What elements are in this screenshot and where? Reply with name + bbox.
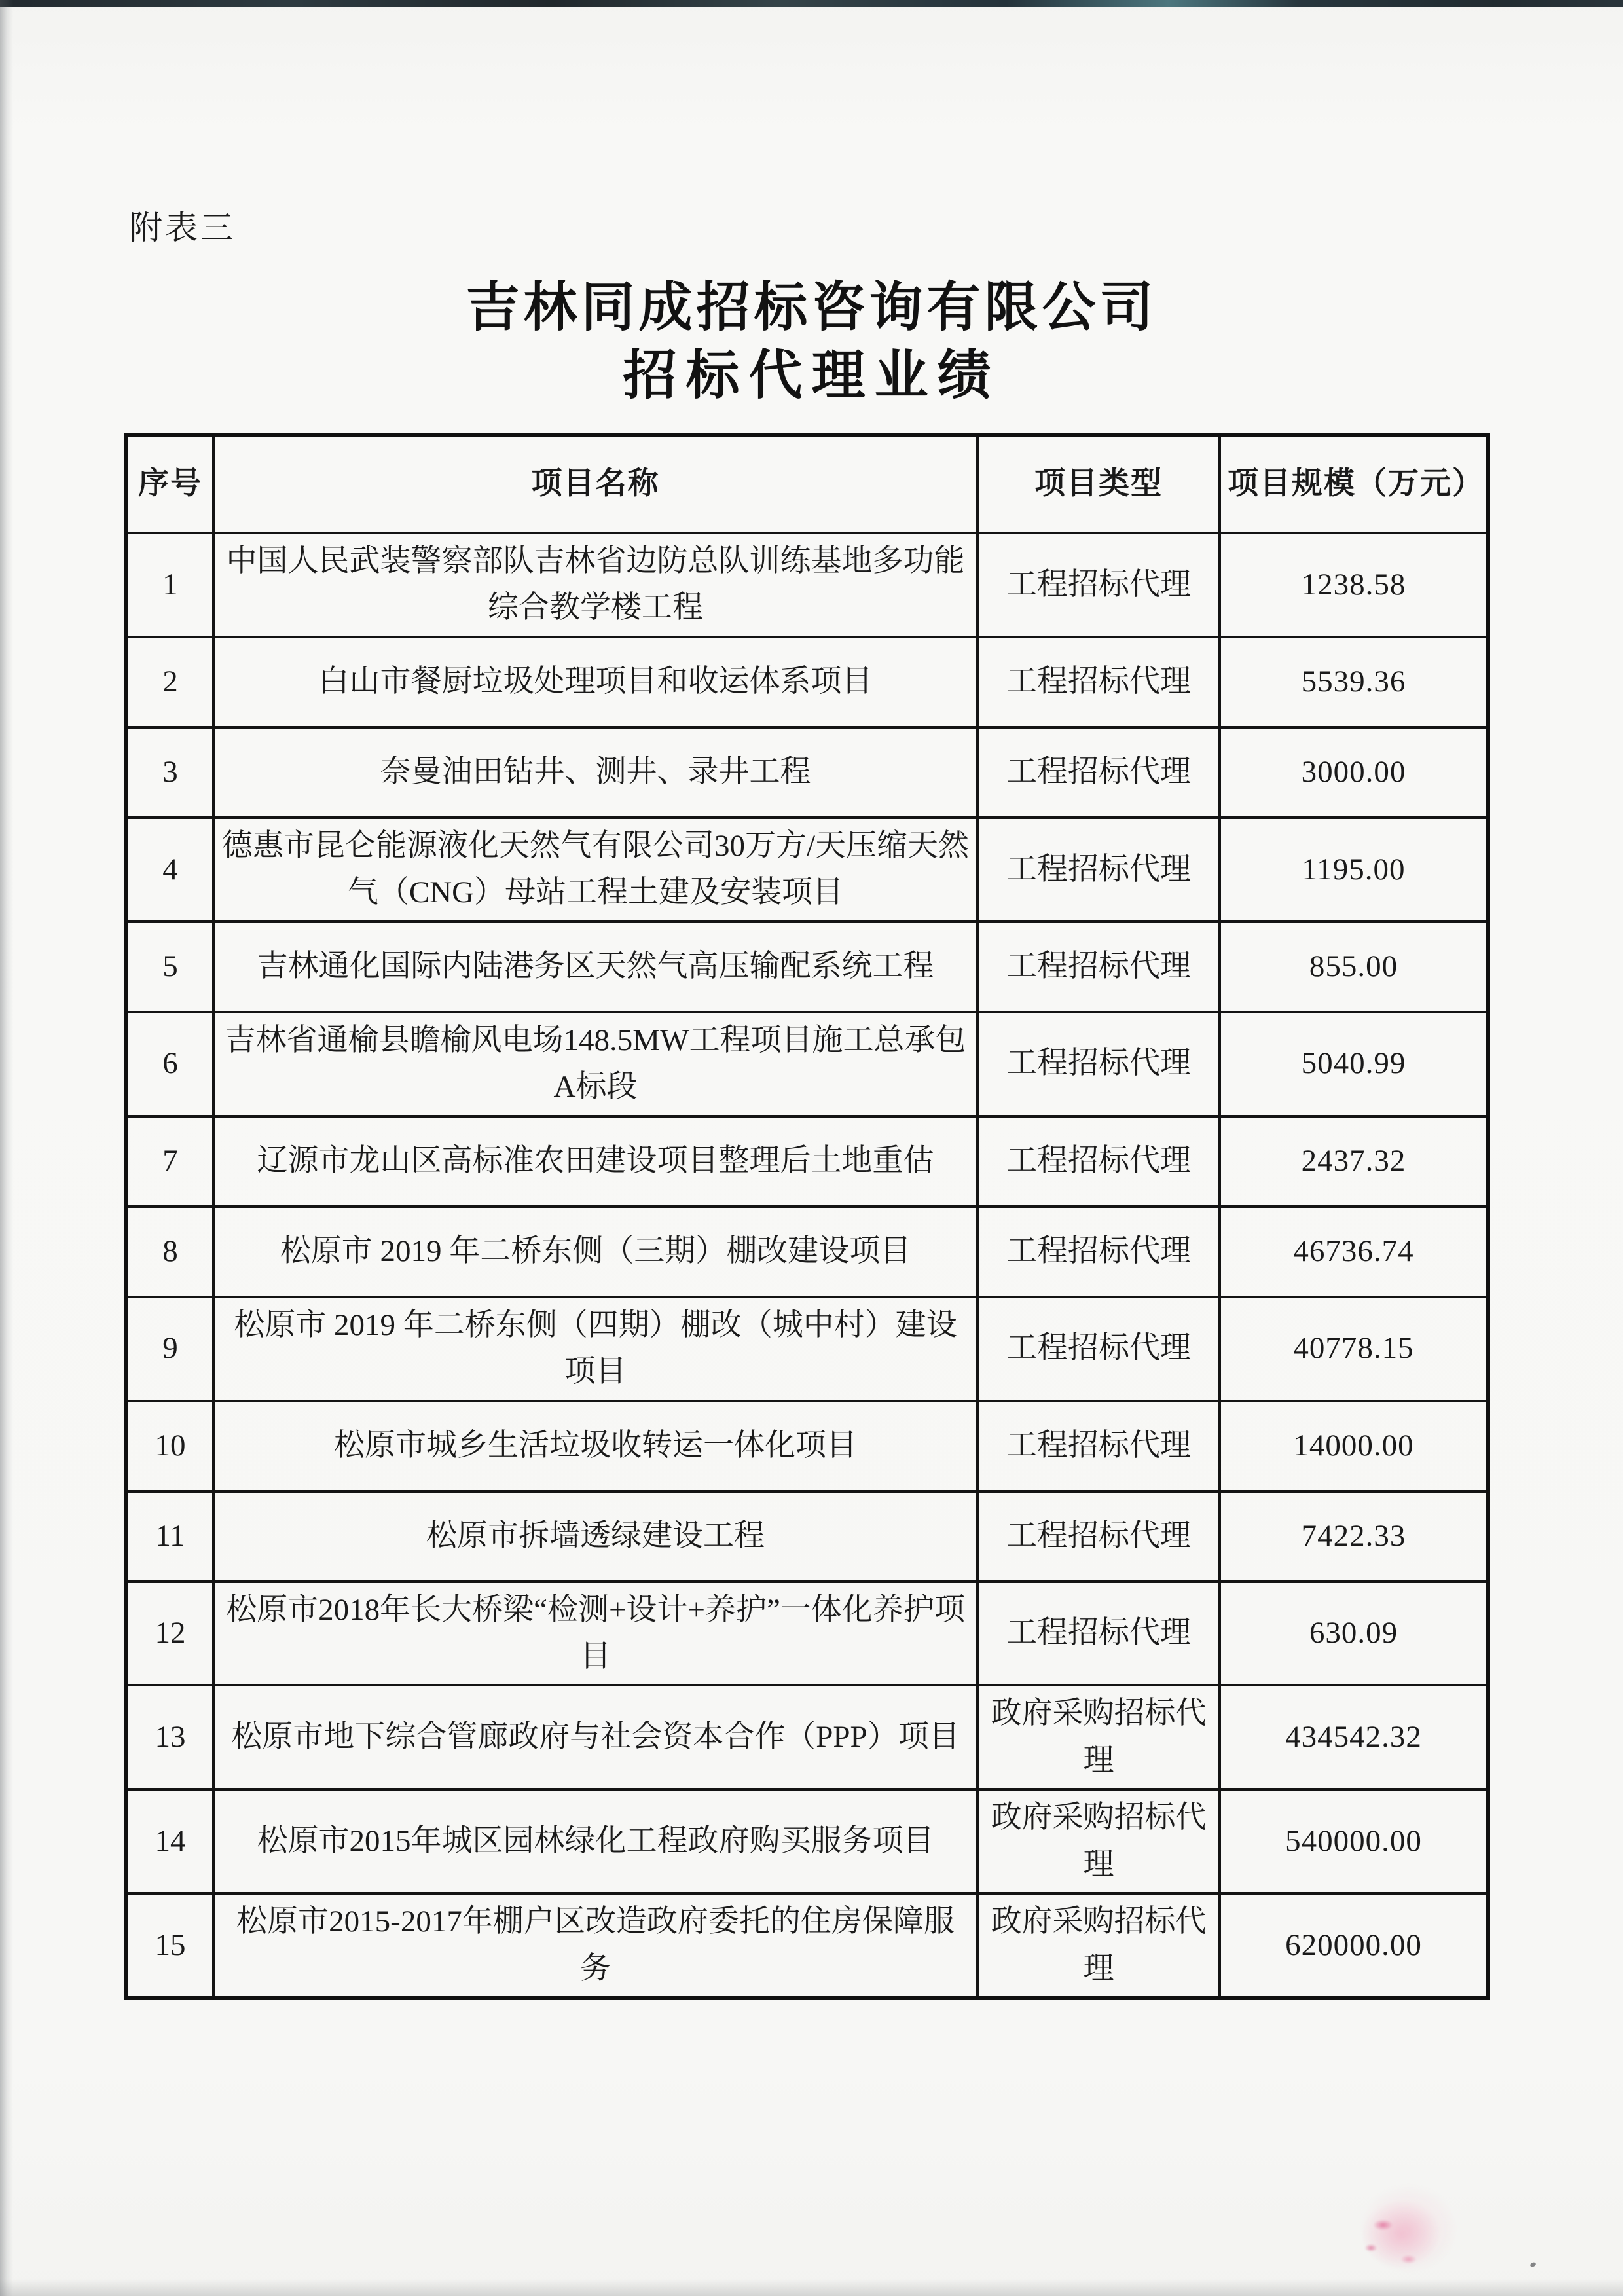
row-project-type: 政府采购招标代理	[977, 1685, 1220, 1789]
row-project-scale: 40778.15	[1220, 1297, 1488, 1401]
page-title	[0, 274, 1623, 410]
header-project-scale: 项目规模（万元）	[1220, 435, 1488, 533]
row-project-name: 松原市 2019 年二桥东侧（三期）棚改建设项目	[213, 1207, 977, 1297]
row-serial-number: 14	[126, 1789, 213, 1893]
row-project-type: 工程招标代理	[977, 1582, 1220, 1686]
row-serial-number: 15	[126, 1893, 213, 1998]
table-row	[126, 1789, 1488, 1893]
row-project-scale: 3000.00	[1220, 727, 1488, 818]
row-project-type: 工程招标代理	[977, 1491, 1220, 1582]
row-project-scale: 5040.99	[1220, 1012, 1488, 1116]
table-row	[126, 1582, 1488, 1686]
row-serial-number: 8	[126, 1207, 213, 1297]
row-project-name: 松原市2018年长大桥梁“检测+设计+养护”一体化养护项目	[213, 1582, 977, 1686]
row-project-scale: 855.00	[1220, 922, 1488, 1012]
row-project-scale: 434542.32	[1220, 1685, 1488, 1789]
row-serial-number: 2	[126, 637, 213, 727]
row-project-name: 松原市2015年城区园林绿化工程政府购买服务项目	[213, 1789, 977, 1893]
row-project-type: 工程招标代理	[977, 1401, 1220, 1491]
row-serial-number: 6	[126, 1012, 213, 1116]
row-project-name: 松原市 2019 年二桥东侧（四期）棚改（城中村）建设项目	[213, 1297, 977, 1401]
row-project-type: 工程招标代理	[977, 922, 1220, 1012]
performance-table	[124, 433, 1490, 2000]
row-project-type: 工程招标代理	[977, 818, 1220, 922]
table-row	[126, 727, 1488, 818]
table-body	[126, 533, 1488, 1998]
row-project-scale: 2437.32	[1220, 1116, 1488, 1207]
row-serial-number: 9	[126, 1297, 213, 1401]
row-project-scale: 1238.58	[1220, 533, 1488, 637]
row-project-type: 工程招标代理	[977, 1297, 1220, 1401]
table-header	[126, 435, 1488, 533]
table-row	[126, 1012, 1488, 1116]
row-serial-number: 5	[126, 922, 213, 1012]
row-project-name: 吉林省通榆县瞻榆风电场148.5MW工程项目施工总承包A标段	[213, 1012, 977, 1116]
scan-speck	[1529, 2261, 1537, 2267]
row-project-name: 松原市拆墙透绿建设工程	[213, 1491, 977, 1582]
row-serial-number: 3	[126, 727, 213, 818]
table-row	[126, 1297, 1488, 1401]
page-title-line1: 吉林同成招标咨询有限公司	[465, 278, 1158, 337]
row-project-name: 辽源市龙山区高标准农田建设项目整理后土地重估	[213, 1116, 977, 1207]
row-project-scale: 5539.36	[1220, 637, 1488, 727]
table-row	[126, 1207, 1488, 1297]
row-project-name: 奈曼油田钻井、测井、录井工程	[213, 727, 977, 818]
row-project-name: 松原市城乡生活垃圾收转运一体化项目	[213, 1401, 977, 1491]
row-project-scale: 620000.00	[1220, 1893, 1488, 1998]
row-project-name: 德惠市昆仑能源液化天然气有限公司30万方/天压缩天然气（CNG）母站工程土建及安装项目	[213, 818, 977, 922]
scan-top-edge-artifact	[0, 0, 1623, 7]
row-project-scale: 1195.00	[1220, 818, 1488, 922]
table-row	[126, 1401, 1488, 1491]
table-row	[126, 533, 1488, 637]
row-project-name: 中国人民武装警察部队吉林省边防总队训练基地多功能综合教学楼工程	[213, 533, 977, 637]
table-row	[126, 1116, 1488, 1207]
row-project-scale: 540000.00	[1220, 1789, 1488, 1893]
row-project-type: 工程招标代理	[977, 727, 1220, 818]
header-serial-number: 序号	[126, 435, 213, 533]
row-serial-number: 7	[126, 1116, 213, 1207]
row-serial-number: 11	[126, 1491, 213, 1582]
row-project-type: 工程招标代理	[977, 1012, 1220, 1116]
row-project-name: 白山市餐厨垃圾处理项目和收运体系项目	[213, 637, 977, 727]
table-row	[126, 1685, 1488, 1789]
appendix-label: 附表三	[130, 210, 236, 246]
row-project-type: 工程招标代理	[977, 1207, 1220, 1297]
row-project-type: 工程招标代理	[977, 533, 1220, 637]
row-serial-number: 4	[126, 818, 213, 922]
row-project-scale: 7422.33	[1220, 1491, 1488, 1582]
header-project-name: 项目名称	[213, 435, 977, 533]
table-row	[126, 818, 1488, 922]
row-serial-number: 12	[126, 1582, 213, 1686]
row-project-scale: 630.09	[1220, 1582, 1488, 1686]
table-header-row	[126, 435, 1488, 533]
row-project-name: 松原市地下综合管廊政府与社会资本合作（PPP）项目	[213, 1685, 977, 1789]
row-project-type: 政府采购招标代理	[977, 1789, 1220, 1893]
table-row	[126, 637, 1488, 727]
row-serial-number: 13	[126, 1685, 213, 1789]
table-row	[126, 1893, 1488, 1998]
stamp-smudge	[1326, 2177, 1476, 2291]
row-project-name: 吉林通化国际内陆港务区天然气高压输配系统工程	[213, 922, 977, 1012]
row-serial-number: 10	[126, 1401, 213, 1491]
table-row	[126, 922, 1488, 1012]
row-serial-number: 1	[126, 533, 213, 637]
table-row	[126, 1491, 1488, 1582]
row-project-name: 松原市2015-2017年棚户区改造政府委托的住房保障服务	[213, 1893, 977, 1998]
row-project-type: 政府采购招标代理	[977, 1893, 1220, 1998]
header-project-type: 项目类型	[977, 435, 1220, 533]
row-project-type: 工程招标代理	[977, 1116, 1220, 1207]
row-project-scale: 14000.00	[1220, 1401, 1488, 1491]
row-project-type: 工程招标代理	[977, 637, 1220, 727]
row-project-scale: 46736.74	[1220, 1207, 1488, 1297]
page-title-line2: 招标代理业绩	[623, 346, 1000, 405]
